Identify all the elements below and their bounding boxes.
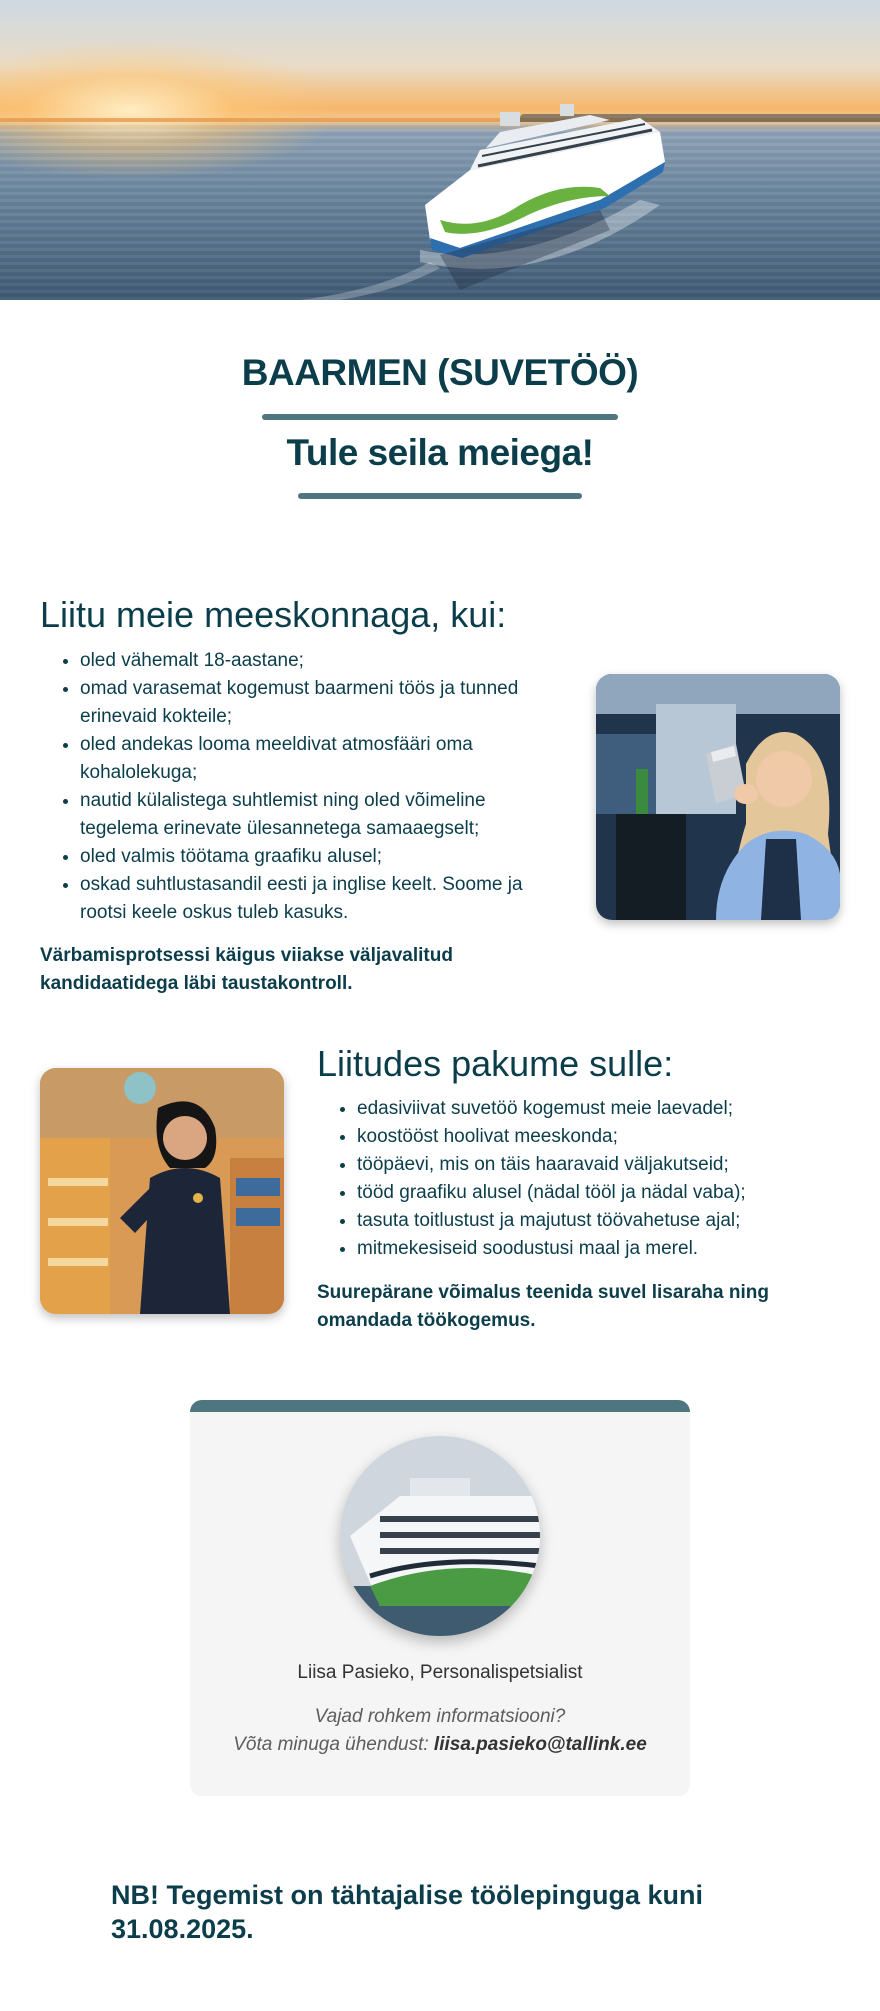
list-item: • tasuta toitlustust ja majutust töövahetuse ajal; xyxy=(357,1207,857,1235)
contact-name: Liisa Pasieko, Personalispetsialist xyxy=(297,1662,583,1683)
list-item: • oskad suhtlustasandil eesti ja inglise keelt. Soome ja rootsi keele oskus tuleb kasuks. xyxy=(80,871,560,927)
crew-member-photo xyxy=(40,1068,284,1314)
tagline-underline xyxy=(298,493,582,499)
requirements-heading: Liitu meie meeskonnaga, kui: xyxy=(40,594,507,635)
contract-note: NB! Tegemist on tähtajalise töölepinguga kuni 31.08.2025. xyxy=(111,1880,704,1944)
list-item: • tööpäevi, mis on täis haaravaid väljakutseid; xyxy=(357,1151,857,1179)
ship-avatar-image xyxy=(340,1436,540,1636)
list-item: • oled andekas looma meeldivat atmosfääri oma kohalolekuga; xyxy=(80,731,560,787)
offer-list xyxy=(317,1095,857,1263)
offer-note: Suurepärane võimalus teenida suvel lisaraha ning omandada töökogemus. xyxy=(317,1282,769,1331)
bartender-photo xyxy=(596,674,840,920)
card-accent-bar xyxy=(190,1400,690,1412)
list-item: • oled valmis töötama graafiku alusel; xyxy=(80,843,560,871)
background-check-note: Värbamisprotsessi käigus viiakse väljavalitud kandidaatidega läbi taustakontroll. xyxy=(40,945,453,994)
contact-card xyxy=(190,1400,690,1796)
tagline: Tule seila meiega! xyxy=(286,432,594,473)
list-item: • oled vähemalt 18-aastane; xyxy=(80,647,560,675)
ship-illustration xyxy=(0,0,880,300)
requirements-list xyxy=(40,647,560,927)
list-item: • edasiviivat suvetöö kogemust meie laevadel; xyxy=(357,1095,857,1123)
contact-line xyxy=(190,1734,690,1756)
list-item: • nautid külalistega suhtlemist ning oled võimeline tegelema erinevate ülesannetega samaaegselt; xyxy=(80,787,560,843)
hero-image xyxy=(0,0,880,300)
job-title: BAARMEN (SUVETÖÖ) xyxy=(241,352,639,393)
contact-prefix: Võta minuga ühendust: xyxy=(233,1734,434,1755)
list-item: • mitmekesiseid soodustusi maal ja merel. xyxy=(357,1235,857,1263)
offer-heading: Liitudes pakume sulle: xyxy=(317,1043,674,1084)
list-item: • omad varasemat kogemust baarmeni töös ja tunned erinevaid kokteile; xyxy=(80,675,560,731)
title-underline xyxy=(262,414,618,420)
list-item: • koostööst hoolivat meeskonda; xyxy=(357,1123,857,1151)
list-item: • tööd graafiku alusel (nädal tööl ja nädal vaba); xyxy=(357,1179,857,1207)
contact-email-link[interactable]: liisa.pasieko@tallink.ee xyxy=(433,1734,647,1755)
contact-question: Vajad rohkem informatsiooni? xyxy=(314,1706,566,1727)
